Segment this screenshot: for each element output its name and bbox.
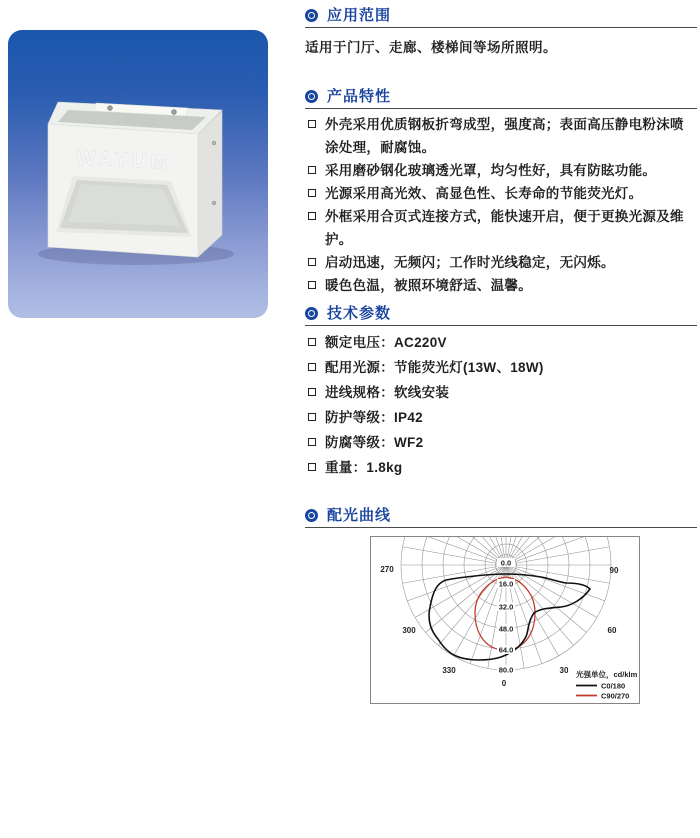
chart-legend: [576, 669, 638, 701]
section-specs: [305, 304, 697, 480]
photometric-chart: [370, 536, 640, 704]
legend-unit-label: 光强单位，cd/klm: [576, 670, 638, 679]
list-item: 防腐等级：WF2: [305, 430, 697, 455]
spec-list: [305, 330, 697, 480]
embossed-logo: WAYUM: [75, 147, 172, 174]
list-item: 暖色色温，被照环境舒适、温馨。: [305, 274, 697, 297]
section-title: 应用范围: [327, 7, 392, 24]
section-features: [305, 87, 697, 297]
front-window-glass-highlight: [68, 184, 180, 226]
ring-label: 32.0: [498, 602, 514, 612]
header-rule: [305, 527, 697, 528]
square-bullet-icon: [308, 363, 316, 371]
list-item: 重量：1.8kg: [305, 455, 697, 480]
legend-label: C0/180: [601, 681, 626, 691]
list-item: 防护等级：IP42: [305, 405, 697, 430]
polar-chart-svg: [371, 537, 639, 703]
section-application: [305, 6, 697, 59]
ring-label: 0.0: [500, 558, 512, 568]
section-title: 技术参数: [327, 305, 392, 322]
section-bullet-icon: [305, 509, 318, 522]
section-header: [305, 506, 697, 525]
screw-icon: [172, 110, 177, 115]
angle-label: 330: [442, 666, 456, 675]
square-bullet-icon: [308, 338, 316, 346]
section-header: [305, 6, 697, 25]
product-photo-card: [8, 30, 268, 318]
header-rule: [305, 108, 697, 109]
square-bullet-icon: [308, 120, 316, 128]
list-item: 配用光源：节能荧光灯(13W、18W): [305, 355, 697, 380]
section-photometric: [305, 506, 697, 704]
section-header: [305, 304, 697, 323]
angle-label: 270: [380, 565, 394, 574]
square-bullet-icon: [308, 166, 316, 174]
list-item: 额定电压：AC220V: [305, 330, 697, 355]
square-bullet-icon: [308, 413, 316, 421]
header-rule: [305, 27, 697, 28]
angle-label: 0: [501, 679, 507, 688]
square-bullet-icon: [308, 388, 316, 396]
angle-label: 300: [402, 626, 416, 635]
list-item: 进线规格：软线安装: [305, 380, 697, 405]
ring-label: 80.0: [498, 665, 514, 675]
ring-label: 16.0: [498, 579, 514, 589]
screw-icon: [212, 141, 216, 145]
square-bullet-icon: [308, 212, 316, 220]
product-photo: [8, 30, 268, 318]
list-item: 外壳采用优质钢板折弯成型，强度高；表面高压静电粉沫喷涂处理，耐腐蚀。: [305, 113, 697, 159]
application-text: 适用于门厅、走廊、楼梯间等场所照明。: [305, 40, 557, 55]
square-bullet-icon: [308, 463, 316, 471]
angle-label: 60: [607, 626, 617, 635]
angle-label: 90: [609, 566, 619, 575]
section-bullet-icon: [305, 90, 318, 103]
header-rule: [305, 325, 697, 326]
feature-list: [305, 113, 697, 297]
square-bullet-icon: [308, 258, 316, 266]
section-header: [305, 87, 697, 106]
ring-label: 48.0: [498, 624, 514, 634]
ring-label: 64.0: [498, 645, 514, 655]
list-item: 外框采用合页式连接方式，能快速开启，便于更换光源及维护。: [305, 205, 697, 251]
screw-icon: [108, 106, 113, 111]
screw-icon: [212, 201, 216, 205]
list-item: 光源采用高光效、高显色性、长寿命的节能荧光灯。: [305, 182, 697, 205]
section-bullet-icon: [305, 307, 318, 320]
square-bullet-icon: [308, 438, 316, 446]
list-item: 采用磨砂钢化玻璃透光罩，均匀性好，具有防眩功能。: [305, 159, 697, 182]
square-bullet-icon: [308, 281, 316, 289]
section-bullet-icon: [305, 9, 318, 22]
list-item: 启动迅速，无频闪；工作时光线稳定，无闪烁。: [305, 251, 697, 274]
square-bullet-icon: [308, 189, 316, 197]
section-title: 产品特性: [327, 88, 392, 105]
legend-label: C90/270: [601, 691, 630, 701]
luminaire-side-face: [198, 111, 222, 257]
angle-label: 30: [559, 666, 569, 675]
section-title: 配光曲线: [327, 507, 392, 524]
